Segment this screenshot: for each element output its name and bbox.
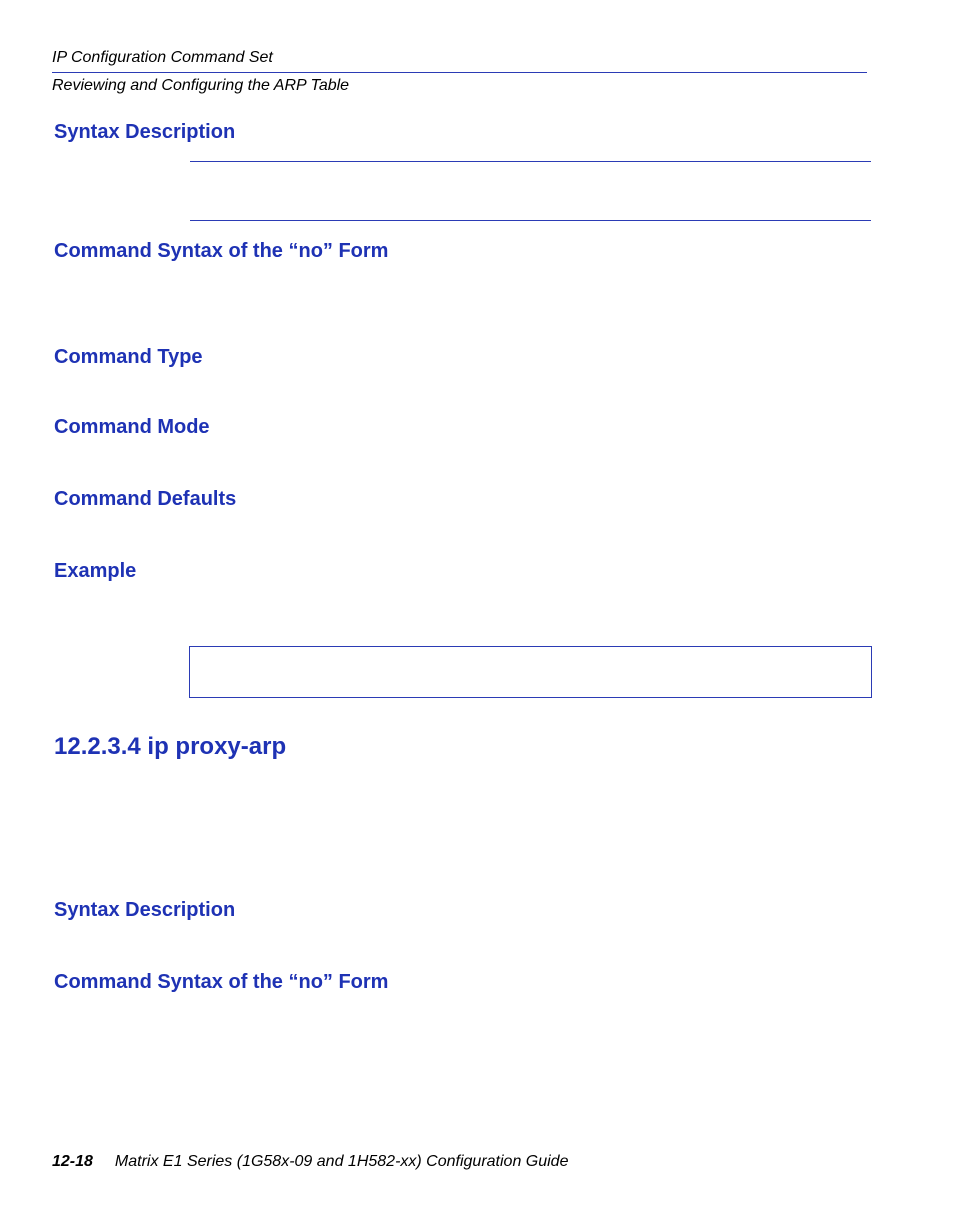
heading-syntax-description: Syntax Description bbox=[54, 121, 236, 143]
running-header-chapter: IP Configuration Command Set bbox=[52, 49, 273, 66]
table-top-rule bbox=[190, 161, 871, 162]
page-footer bbox=[52, 1152, 568, 1172]
table-bottom-rule bbox=[190, 220, 871, 221]
heading-command-type: Command Type bbox=[54, 346, 203, 368]
running-header-section: Reviewing and Configuring the ARP Table bbox=[52, 77, 350, 94]
header-divider bbox=[52, 72, 867, 73]
heading-command-mode: Command Mode bbox=[54, 416, 210, 438]
guide-title: Matrix E1 Series (1G58x-09 and 1H582-xx) Configuration Guide bbox=[114, 1153, 569, 1170]
heading-example: Example bbox=[54, 560, 137, 582]
page-number: 12-18 bbox=[52, 1153, 93, 1170]
example-code-box bbox=[189, 646, 872, 698]
section-title: 12.2.3.4 ip proxy-arp bbox=[54, 733, 287, 760]
heading-command-defaults: Command Defaults bbox=[54, 488, 237, 510]
heading-no-form: Command Syntax of the “no” Form bbox=[54, 240, 389, 262]
heading-syntax-description-2: Syntax Description bbox=[54, 899, 236, 921]
heading-no-form-2: Command Syntax of the “no” Form bbox=[54, 971, 389, 993]
